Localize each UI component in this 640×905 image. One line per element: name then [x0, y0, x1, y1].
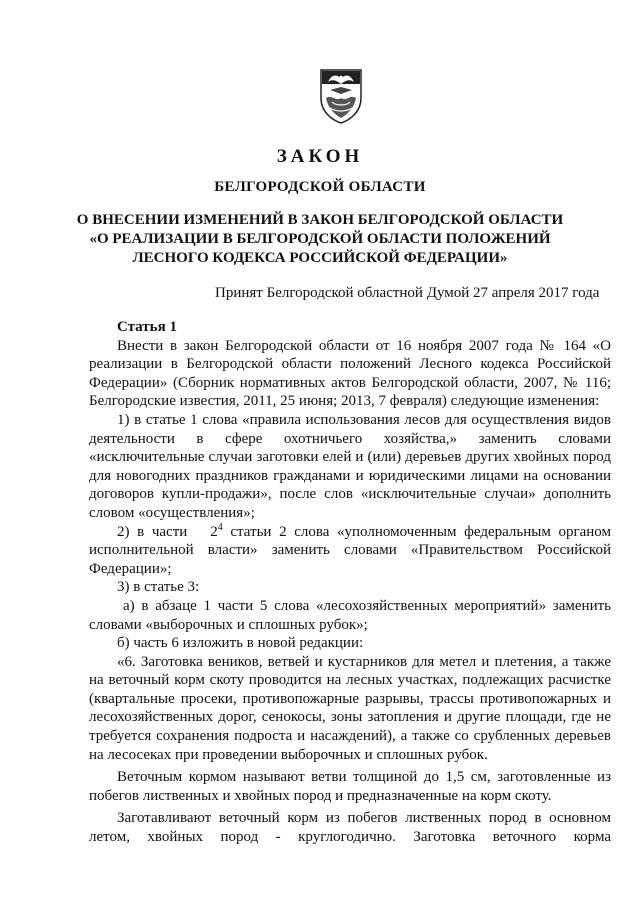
subject-line: ЛЕСНОГО КОДЕКСА РОССИЙСКОЙ ФЕДЕРАЦИИ»: [132, 250, 508, 266]
paragraph-harvesting: Заготавливают веточный корм из побегов лиственных пород в основном летом, хвойных пород - круглогодично. Заготовка веточного корма: [89, 810, 611, 846]
coat-of-arms-icon: [318, 68, 364, 124]
subject-line: О ВНЕСЕНИИ ИЗМЕНЕНИЙ В ЗАКОН БЕЛГОРОДСКОЙ ОБЛАСТИ: [76, 212, 564, 228]
region-title: БЕЛГОРОДСКОЙ ОБЛАСТИ: [214, 179, 426, 195]
item2-text: статьи 2 слова «уполномоченным федеральным органом исполнительной власти» заменить словами «Правительством Российской Федерации»;: [89, 523, 611, 577]
subject-line: «О РЕАЛИЗАЦИИ В БЕЛГОРОДСКОЙ ОБЛАСТИ ПОЛОЖЕНИЙ: [89, 231, 551, 247]
article-intro: Внести в закон Белгородской области от 16 ноября 2007 года № 164 «О реализации в Белгородской области положений Лесного кодекса Российской Федерации» (Сборник нормативных актов Белгородской области, 2007, № 116; Белгородские известия, 2011, 25 июня; 2013, 7 февраля) следующие изменения:: [89, 337, 611, 410]
paragraph-branch-feed: Веточным кормом называют ветви толщиной до 1,5 см, заготовленные из побегов лиственных и хвойных пород и предназначенные на корм скоту.: [89, 769, 611, 804]
amendment-item-3a: а) в абзаце 1 части 5 слова «лесохозяйственных мероприятий» заменить словами «выборочных и сплошных рубок»;: [89, 597, 611, 633]
document-body: [89, 318, 611, 847]
law-title: ЗАКОН: [276, 146, 364, 167]
amendment-item-3: 3) в статье 3:: [117, 579, 200, 596]
amendment-item-2: [89, 523, 611, 579]
amendment-item-3b: б) часть 6 изложить в новой редакции:: [117, 635, 364, 652]
adoption-date: Принят Белгородской областной Думой 27 апреля 2017 года: [215, 285, 600, 301]
item2-lead: 2) в части: [117, 523, 188, 540]
quoted-part-6: «6. Заготовка веников, ветвей и кустарников для метел и плетения, а также на веточный корм скоту проводится на лесных участках, подлежащих расчистке (квартальные просеки, противопожарные разрывы, трассы противопожарных и лесохозяйственных дорог, сенокосы, зоны затопления и другие площади, где не требуется сохранения подроста и насаждений), а также со срубленных деревьев на лесосеках при проведении выборочных и сплошных рубок.: [89, 653, 611, 763]
amendment-item-1: 1) в статье 1 слова «правила использования лесов для осуществления видов деятельности в сфере охотничьего хозяйства,» заменить словами «исключительные случаи заготовки елей и (или) деревьев других хвойных пород для новогодних праздников гражданами и юридическими лицами на основании договоров купли-продажи», после слов «исключительные случаи» дополнить словом «осуществления»;: [89, 411, 611, 521]
article-heading: Статья 1: [117, 319, 177, 335]
law-subject: [0, 211, 640, 268]
item2-part-number: 2: [210, 523, 218, 540]
item2-superscript: 4: [217, 521, 223, 533]
